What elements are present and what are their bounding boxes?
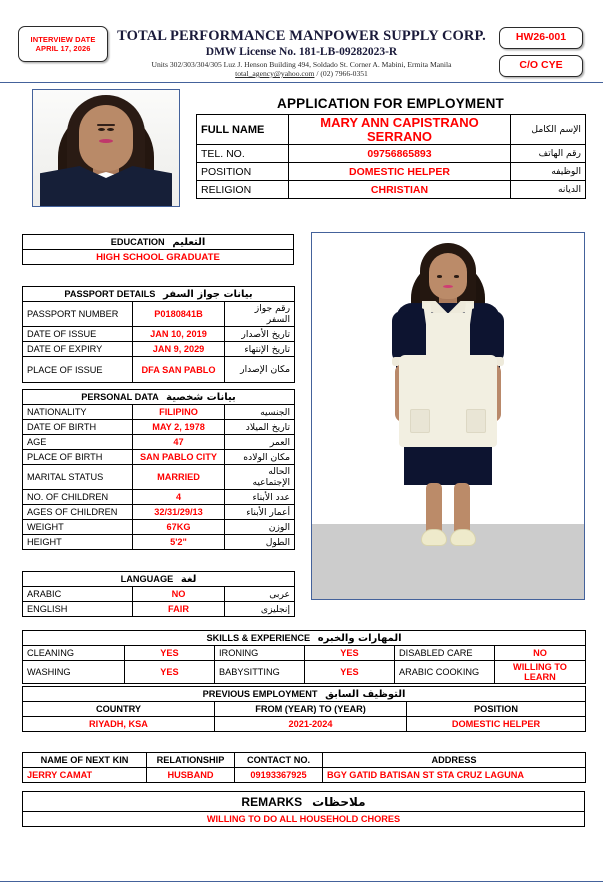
height-value: 5'2" xyxy=(133,535,225,550)
weight-value: 67KG xyxy=(133,520,225,535)
ages-of-children-label: AGES OF CHILDREN xyxy=(23,505,133,520)
care-of-value: C/O CYE xyxy=(519,59,563,72)
fullbody-apron-pocket-right xyxy=(466,409,486,433)
nextkin-col-name: NAME OF NEXT KIN xyxy=(23,753,147,768)
nextkin-col-contact: CONTACT NO. xyxy=(235,753,323,768)
nextkin-col-relationship: RELATIONSHIP xyxy=(147,753,235,768)
table-row xyxy=(23,572,295,587)
place-of-issue-arabic: مكان الإصدار xyxy=(225,357,295,383)
remarks-heading-en: REMARKS xyxy=(241,794,303,809)
fullbody-image xyxy=(312,233,584,599)
table-row xyxy=(23,717,586,732)
marital-status-label: MARITAL STATUS xyxy=(23,465,133,490)
table-row xyxy=(197,163,586,181)
english-language-value: FAIR xyxy=(133,602,225,617)
applicant-portrait-photo xyxy=(32,89,180,207)
employment-position-value: DOMESTIC HELPER xyxy=(407,717,586,732)
tel-no-arabic: رقم الهاتف xyxy=(511,145,586,163)
table-row xyxy=(23,450,295,465)
remarks-table xyxy=(22,791,585,827)
fullbody-face xyxy=(429,253,467,299)
table-row xyxy=(23,250,294,265)
table-row xyxy=(23,327,295,342)
fullbody-eye-right xyxy=(454,275,459,278)
age-value: 47 xyxy=(133,435,225,450)
no-of-children-label: NO. OF CHILDREN xyxy=(23,490,133,505)
table-row xyxy=(23,287,295,302)
tel-no-label: TEL. NO. xyxy=(197,145,289,163)
table-row xyxy=(23,405,295,420)
nextkin-address-value: BGY GATID BATISAN ST STA CRUZ LAGUNA xyxy=(323,768,586,783)
language-heading-ar: لغة xyxy=(180,573,197,585)
table-row xyxy=(23,390,295,405)
employment-col-position: POSITION xyxy=(407,702,586,717)
company-email[interactable]: total_agency@yahoo.com xyxy=(235,69,315,78)
education-value: HIGH SCHOOL GRADUATE xyxy=(23,250,294,265)
fullbody-leg-left xyxy=(426,483,442,535)
place-of-birth-label: PLACE OF BIRTH xyxy=(23,450,133,465)
skill-cleaning-value: YES xyxy=(125,646,215,661)
personal-heading-en: PERSONAL DATA xyxy=(81,391,159,402)
education-heading-ar: التعليم xyxy=(172,236,206,248)
nextkin-contact-value: 09193367925 xyxy=(235,768,323,783)
weight-arabic: الوزن xyxy=(225,520,295,535)
skill-washing-value: YES xyxy=(125,661,215,684)
date-of-issue-label: DATE OF ISSUE xyxy=(23,327,133,342)
employment-years-value: 2021-2024 xyxy=(215,717,407,732)
employment-col-years: FROM (YEAR) TO (YEAR) xyxy=(215,702,407,717)
language-heading-en: LANGUAGE xyxy=(120,573,174,584)
portrait-lips xyxy=(99,139,113,143)
ages-of-children-arabic: أعمار الأبناء xyxy=(225,505,295,520)
employment-heading-en: PREVIOUS EMPLOYMENT xyxy=(202,688,318,699)
interview-date-label: INTERVIEW DATE xyxy=(30,34,96,44)
skill-arabic-cooking-label: ARABIC COOKING xyxy=(395,661,495,684)
passport-number-arabic: رقم جواز السفر xyxy=(225,302,295,327)
date-of-issue-value: JAN 10, 2019 xyxy=(133,327,225,342)
table-row xyxy=(23,520,295,535)
company-name: TOTAL PERFORMANCE MANPOWER SUPPLY CORP. xyxy=(117,28,486,44)
table-row xyxy=(23,768,586,783)
position-label: POSITION xyxy=(197,163,289,181)
no-of-children-arabic: عدد الأبناء xyxy=(225,490,295,505)
age-label: AGE xyxy=(23,435,133,450)
fullbody-floor xyxy=(312,524,584,599)
skill-ironing-value: YES xyxy=(305,646,395,661)
table-row xyxy=(23,420,295,435)
skill-cleaning-label: CLEANING xyxy=(23,646,125,661)
place-of-issue-value: DFA SAN PABLO xyxy=(133,357,225,383)
full-name-value: MARY ANN CAPISTRANO SERRANO xyxy=(289,115,511,145)
table-row xyxy=(23,602,295,617)
religion-value: CHRISTIAN xyxy=(289,181,511,199)
fullbody-apron-pocket-left xyxy=(410,409,430,433)
passport-heading-en: PASSPORT DETAILS xyxy=(64,288,156,299)
weight-label: WEIGHT xyxy=(23,520,133,535)
remarks-heading-ar: ملاحظات xyxy=(312,794,366,809)
table-row xyxy=(197,145,586,163)
position-value: DOMESTIC HELPER xyxy=(289,163,511,181)
language-table xyxy=(22,571,295,617)
ages-of-children-value: 32/31/29/13 xyxy=(133,505,225,520)
portrait-image xyxy=(33,90,179,206)
portrait-eye-right xyxy=(107,128,114,131)
fullbody-leg-right xyxy=(454,483,470,535)
applicant-code-value: HW26-001 xyxy=(515,31,567,44)
portrait-eye-left xyxy=(98,128,105,131)
language-heading xyxy=(23,572,295,587)
table-header-row xyxy=(23,702,586,717)
remarks-heading xyxy=(23,792,585,812)
portrait-eyebrow-right xyxy=(105,124,115,126)
applicant-fullbody-photo xyxy=(311,232,585,600)
interview-date-badge xyxy=(18,26,108,62)
religion-arabic: الديانه xyxy=(511,181,586,199)
fullbody-shoe-left xyxy=(421,529,447,546)
full-name-label: FULL NAME xyxy=(197,115,289,145)
document-header xyxy=(0,0,603,78)
passport-heading xyxy=(23,287,295,302)
table-row xyxy=(197,181,586,199)
employment-country-value: RIYADH, KSA xyxy=(23,717,215,732)
company-address: Units 302/303/304/305 Luz J. Henson Building 494, Soldado St. Corner A. Mabini, Ermita Manila xyxy=(151,60,452,69)
skill-disabled-care-label: DISABLED CARE xyxy=(395,646,495,661)
height-arabic: الطول xyxy=(225,535,295,550)
table-row xyxy=(23,357,295,383)
table-row xyxy=(23,631,586,646)
place-of-birth-value: SAN PABLO CITY xyxy=(133,450,225,465)
date-of-issue-arabic: تاريخ الأصدار xyxy=(225,327,295,342)
passport-number-label: PASSPORT NUMBER xyxy=(23,302,133,327)
page-title: APPLICATION FOR EMPLOYMENT xyxy=(277,96,504,111)
skills-heading-en: SKILLS & EXPERIENCE xyxy=(206,632,311,643)
personal-heading xyxy=(23,390,295,405)
fullbody-shoe-right xyxy=(450,529,476,546)
passport-details-table xyxy=(22,286,295,383)
height-label: HEIGHT xyxy=(23,535,133,550)
nextkin-col-address: ADDRESS xyxy=(323,753,586,768)
skill-babysitting-label: BABYSITTING xyxy=(215,661,305,684)
header-divider xyxy=(0,82,603,83)
nextkin-relationship-value: HUSBAND xyxy=(147,768,235,783)
table-row xyxy=(23,490,295,505)
passport-heading-ar: بيانات جواز السفر xyxy=(163,288,253,300)
english-language-arabic: إنجليزى xyxy=(225,602,295,617)
marital-status-arabic: الحاله الإجتماعيه xyxy=(225,465,295,490)
date-of-birth-arabic: تاريخ الميلاد xyxy=(225,420,295,435)
marital-status-value: MARRIED xyxy=(133,465,225,490)
remarks-value: WILLING TO DO ALL HOUSEHOLD CHORES xyxy=(23,812,585,827)
table-row xyxy=(23,687,586,702)
personal-data-table xyxy=(22,389,295,550)
previous-employment-table xyxy=(22,686,586,732)
employment-col-country: COUNTRY xyxy=(23,702,215,717)
nationality-value: FILIPINO xyxy=(133,405,225,420)
company-license: DMW License No. 181-LB-09282023-R xyxy=(205,46,398,58)
date-of-expiry-value: JAN 9, 2029 xyxy=(133,342,225,357)
skills-heading xyxy=(23,631,586,646)
table-row xyxy=(23,535,295,550)
portrait-face xyxy=(79,105,133,171)
no-of-children-value: 4 xyxy=(133,490,225,505)
personal-heading-ar: بيانات شخصية xyxy=(166,391,236,403)
skill-ironing-label: IRONING xyxy=(215,646,305,661)
arabic-language-value: NO xyxy=(133,587,225,602)
arabic-language-arabic: عربى xyxy=(225,587,295,602)
table-row xyxy=(23,302,295,327)
date-of-expiry-arabic: تاريخ الإنتهاء xyxy=(225,342,295,357)
date-of-birth-label: DATE OF BIRTH xyxy=(23,420,133,435)
date-of-birth-value: MAY 2, 1978 xyxy=(133,420,225,435)
fullbody-apron-bib xyxy=(426,313,470,359)
fullbody-lips xyxy=(443,285,453,288)
date-of-expiry-label: DATE OF EXPIRY xyxy=(23,342,133,357)
employment-heading-ar: التوظيف السابق xyxy=(325,688,406,700)
table-row xyxy=(23,505,295,520)
nationality-arabic: الجنسيه xyxy=(225,405,295,420)
education-heading-en: EDUCATION xyxy=(110,236,165,247)
care-of-badge xyxy=(499,55,583,77)
place-of-birth-arabic: مكان الولاده xyxy=(225,450,295,465)
skills-heading-ar: المهارات والخبره xyxy=(317,632,402,644)
skills-experience-table xyxy=(22,630,586,684)
skill-babysitting-value: YES xyxy=(305,661,395,684)
table-row xyxy=(23,661,586,684)
full-name-arabic: الإسم الكامل xyxy=(511,115,586,145)
skill-arabic-cooking-value: WILLING TO LEARN xyxy=(495,661,586,684)
tel-no-value: 09756865893 xyxy=(289,145,511,163)
footer-divider xyxy=(0,881,603,882)
table-row xyxy=(23,342,295,357)
table-row xyxy=(197,115,586,145)
age-arabic: العمر xyxy=(225,435,295,450)
table-row xyxy=(23,646,586,661)
place-of-issue-label: PLACE OF ISSUE xyxy=(23,357,133,383)
education-heading xyxy=(23,235,294,250)
company-phone: / (02) 7966-0351 xyxy=(316,69,368,78)
arabic-language-label: ARABIC xyxy=(23,587,133,602)
table-row xyxy=(23,812,585,827)
fullbody-eye-left xyxy=(437,275,442,278)
position-arabic: الوظيفه xyxy=(511,163,586,181)
table-row xyxy=(23,792,585,812)
nextkin-name-value: JERRY CAMAT xyxy=(23,768,147,783)
fullbody-apron-skirt xyxy=(399,355,497,447)
religion-label: RELIGION xyxy=(197,181,289,199)
employment-heading xyxy=(23,687,586,702)
table-row xyxy=(23,235,294,250)
applicant-identity-table xyxy=(196,114,586,199)
table-row xyxy=(23,465,295,490)
passport-number-value: P0180841B xyxy=(133,302,225,327)
education-table xyxy=(22,234,294,265)
table-row xyxy=(23,435,295,450)
applicant-code-badge xyxy=(499,27,583,49)
table-row xyxy=(23,587,295,602)
english-language-label: ENGLISH xyxy=(23,602,133,617)
skill-disabled-care-value: NO xyxy=(495,646,586,661)
skill-washing-label: WASHING xyxy=(23,661,125,684)
next-of-kin-table xyxy=(22,752,586,783)
interview-date-value: APRIL 17, 2026 xyxy=(35,44,91,53)
table-header-row xyxy=(23,753,586,768)
nationality-label: NATIONALITY xyxy=(23,405,133,420)
